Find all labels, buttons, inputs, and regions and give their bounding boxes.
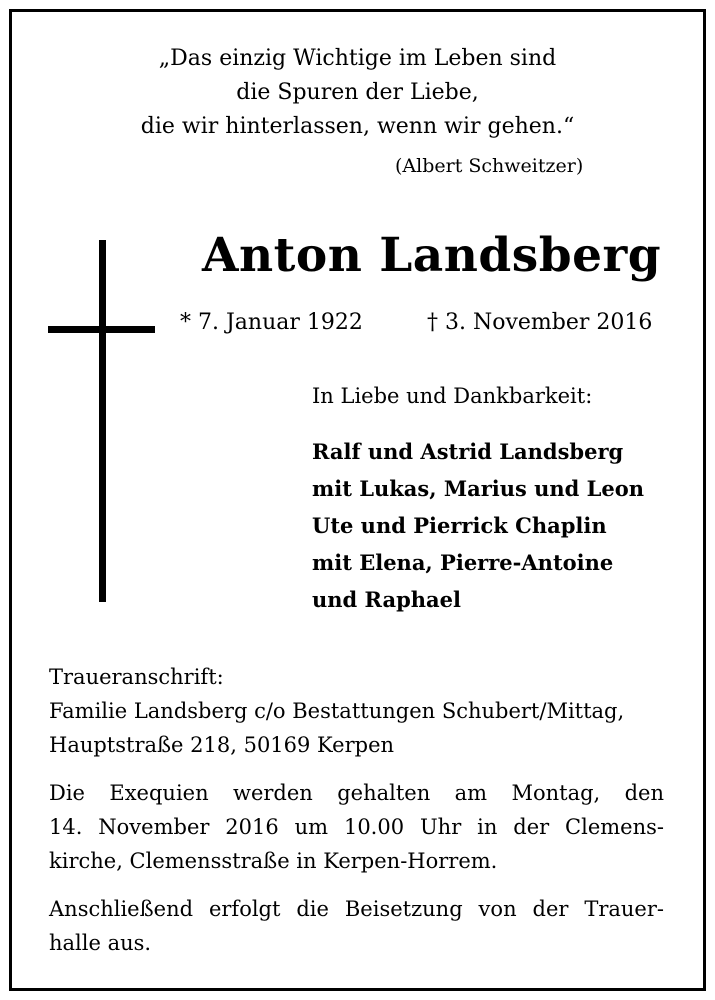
mourner-line: und Raphael — [312, 587, 461, 612]
address-heading: Traueranschrift: — [49, 665, 224, 689]
cross-icon-bar — [48, 326, 155, 333]
service-line: kirche, Clemensstraße in Kerpen-Horrem. — [49, 849, 498, 873]
mourner-line: mit Lukas, Marius und Leon — [312, 476, 645, 501]
mourning-address — [49, 660, 664, 762]
death-date: † 3. November 2016 — [427, 310, 653, 335]
mourners-list — [312, 433, 644, 618]
birth-date: * 7. Januar 1922 — [180, 310, 363, 335]
burial-line: Anschließend erfolgt die Beisetzung von der Trauer- — [49, 897, 664, 921]
quote-line: „Das einzig Wichtige im Leben sind — [158, 46, 557, 71]
service-info — [49, 776, 664, 878]
mourner-line: Ralf und Astrid Landsberg — [312, 439, 624, 464]
mourner-line: mit Elena, Pierre-Antoine — [312, 550, 614, 575]
address-line: Hauptstraße 218, 50169 Kerpen — [49, 733, 395, 757]
burial-info — [49, 892, 664, 960]
mourner-line: Ute und Pierrick Chaplin — [312, 513, 607, 538]
service-line: Die Exequien werden gehalten am Montag, den — [49, 781, 664, 805]
quote-author: (Albert Schweitzer) — [395, 155, 584, 177]
quote-line: die Spuren der Liebe, — [236, 80, 479, 105]
burial-line: halle aus. — [49, 931, 152, 955]
address-line: Familie Landsberg c/o Bestattungen Schubert/Mittag, — [49, 699, 625, 723]
cross-icon — [99, 240, 106, 602]
quote — [0, 42, 715, 144]
service-line: 14. November 2016 um 10.00 Uhr in der Clemens- — [49, 815, 664, 839]
quote-line: die wir hinterlassen, wenn wir gehen.“ — [140, 114, 575, 139]
mourners-intro: In Liebe und Dankbarkeit: — [312, 384, 593, 408]
deceased-name: Anton Landsberg — [202, 228, 662, 283]
